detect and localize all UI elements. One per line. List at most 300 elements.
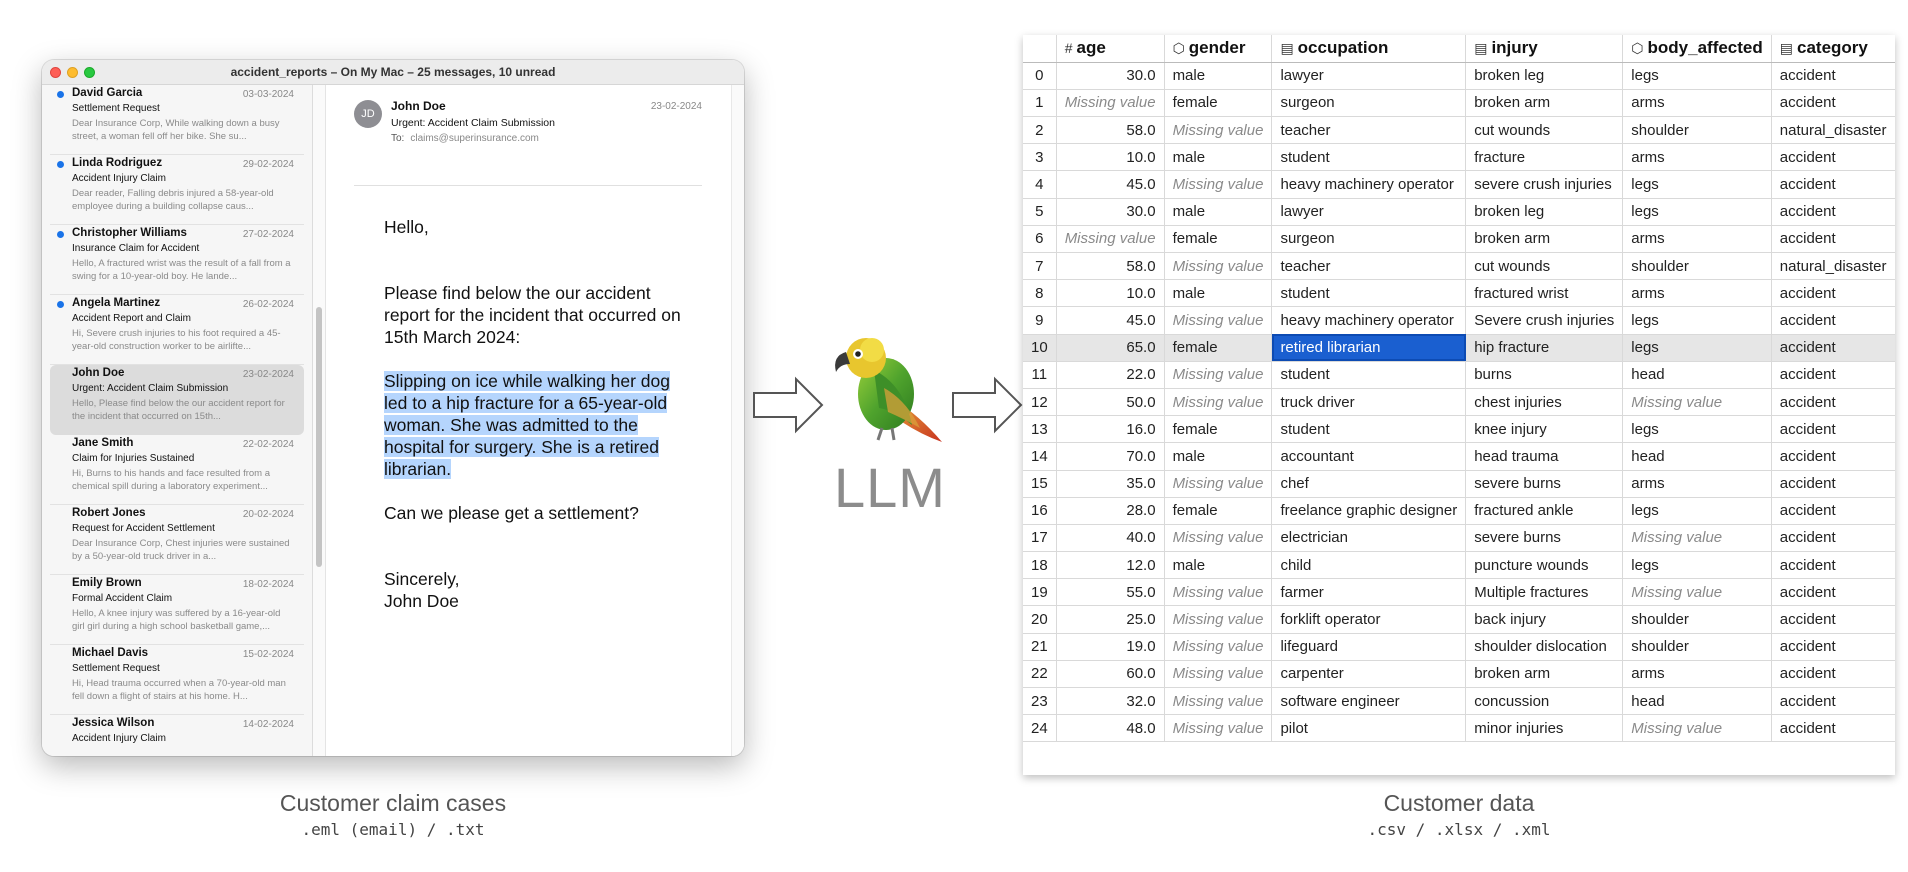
message-date: 03-03-2024: [242, 89, 294, 100]
table-cell[interactable]: cut wounds: [1466, 253, 1623, 280]
message-sender: Linda Rodriguez: [72, 157, 163, 169]
table-cell[interactable]: accident: [1771, 443, 1895, 470]
table-cell[interactable]: fractured ankle: [1466, 497, 1623, 524]
row-index-cell[interactable]: 24: [1023, 715, 1056, 742]
row-index-cell[interactable]: 9: [1023, 307, 1056, 334]
message-subject: Accident Report and Claim: [72, 313, 191, 324]
message-date: 14-02-2024: [242, 719, 294, 730]
table-cell[interactable]: Missing value: [1164, 579, 1272, 606]
table-cell[interactable]: Missing value: [1164, 361, 1272, 388]
table-cell[interactable]: Missing value: [1164, 470, 1272, 497]
table-cell[interactable]: shoulder: [1623, 633, 1771, 660]
table-cell[interactable]: broken leg: [1466, 62, 1623, 89]
message-subject: Accident Injury Claim: [72, 733, 166, 744]
table-cell[interactable]: broken arm: [1466, 89, 1623, 116]
mail-window-title: accident_reports – On My Mac – 25 messages, 10 unread: [230, 65, 556, 79]
table-cell[interactable]: accident: [1771, 715, 1895, 742]
table-cell[interactable]: accident: [1771, 198, 1895, 225]
table-cell[interactable]: head trauma: [1466, 443, 1623, 470]
reader-subject: Urgent: Accident Claim Submission: [391, 117, 555, 129]
table-cell[interactable]: carpenter: [1272, 660, 1466, 687]
row-index-cell[interactable]: 2: [1023, 117, 1056, 144]
table-cell[interactable]: female: [1164, 89, 1272, 116]
table-row[interactable]: [1023, 443, 1895, 470]
table-row[interactable]: [1023, 688, 1895, 715]
row-index-cell[interactable]: 18: [1023, 552, 1056, 579]
column-header-occupation[interactable]: [1272, 35, 1466, 62]
message-date: 15-02-2024: [242, 649, 294, 660]
left-caption-title: Customer claim cases: [279, 790, 507, 816]
message-sender: Jessica Wilson: [72, 717, 155, 729]
table-row[interactable]: [1023, 633, 1895, 660]
message-subject: Accident Injury Claim: [72, 173, 166, 184]
row-index-cell[interactable]: 8: [1023, 280, 1056, 307]
table-cell[interactable]: concussion: [1466, 688, 1623, 715]
row-index-cell[interactable]: 6: [1023, 225, 1056, 252]
table-cell[interactable]: male: [1164, 443, 1272, 470]
table-cell[interactable]: arms: [1623, 89, 1771, 116]
table-cell[interactable]: Missing value: [1056, 225, 1164, 252]
row-index-cell[interactable]: 7: [1023, 253, 1056, 280]
column-header-label: category: [1797, 38, 1868, 58]
table-cell[interactable]: Severe crush injuries: [1466, 307, 1623, 334]
message-sender: John Doe: [72, 367, 125, 379]
reader-recipient-address[interactable]: claims@superinsurance.com: [410, 133, 539, 144]
right-caption-subtitle: .csv / .xlsx / .xml: [1367, 820, 1551, 839]
table-cell[interactable]: female: [1164, 225, 1272, 252]
table-cell[interactable]: student: [1272, 416, 1466, 443]
table-cell[interactable]: heavy machinery operator: [1272, 307, 1466, 334]
message-date: 22-02-2024: [242, 439, 294, 450]
message-preview: Hello, Please find below the our accident report for the incident that occurred on 15th...: [72, 398, 285, 422]
table-cell[interactable]: knee injury: [1466, 416, 1623, 443]
mail-window: [42, 60, 744, 756]
table-cell[interactable]: forklift operator: [1272, 606, 1466, 633]
message-list: [42, 85, 313, 756]
unread-dot-icon: [57, 231, 64, 238]
message-sender: Michael Davis: [72, 647, 149, 659]
message-list-item[interactable]: [50, 575, 304, 645]
table-cell[interactable]: 10.0: [1056, 144, 1164, 171]
message-preview: Dear Insurance Corp, Chest injuries were sustained by a 50-year-old truck driver in a...: [72, 538, 290, 562]
table-cell[interactable]: male: [1164, 62, 1272, 89]
table-cell[interactable]: legs: [1623, 334, 1771, 361]
message-preview: [72, 747, 294, 756]
reader-scrollbar[interactable]: [731, 85, 744, 756]
message-list-item[interactable]: [50, 155, 304, 225]
table-cell[interactable]: student: [1272, 361, 1466, 388]
table-cell[interactable]: Missing value: [1164, 171, 1272, 198]
table-cell[interactable]: Missing value: [1623, 715, 1771, 742]
table-cell[interactable]: pilot: [1272, 715, 1466, 742]
table-cell[interactable]: Missing value: [1164, 606, 1272, 633]
table-cell[interactable]: broken arm: [1466, 660, 1623, 687]
message-list-scroll-thumb[interactable]: [316, 307, 322, 567]
table-cell[interactable]: Missing value: [1164, 688, 1272, 715]
table-row[interactable]: [1023, 660, 1895, 687]
row-index-cell[interactable]: 5: [1023, 198, 1056, 225]
message-list-scrollbar[interactable]: [313, 85, 326, 756]
table-row[interactable]: [1023, 144, 1895, 171]
table-cell[interactable]: Missing value: [1164, 307, 1272, 334]
message-sender: David Garcia: [72, 87, 143, 99]
table-cell[interactable]: chef: [1272, 470, 1466, 497]
table-cell[interactable]: student: [1272, 280, 1466, 307]
table-cell[interactable]: 10.0: [1056, 280, 1164, 307]
row-index-cell[interactable]: 22: [1023, 660, 1056, 687]
message-subject: Claim for Injuries Sustained: [72, 453, 195, 464]
table-row[interactable]: [1023, 117, 1895, 144]
table-cell[interactable]: legs: [1623, 307, 1771, 334]
table-row[interactable]: [1023, 497, 1895, 524]
row-index-cell[interactable]: 14: [1023, 443, 1056, 470]
column-header-label: injury: [1491, 38, 1538, 58]
table-cell[interactable]: accident: [1771, 688, 1895, 715]
message-list-item[interactable]: [50, 295, 304, 365]
message-preview: Dear reader, Falling debris injured a 58-year-old employee during a building collapse caus...: [72, 188, 274, 212]
table-cell[interactable]: hip fracture: [1466, 334, 1623, 361]
table-cell[interactable]: severe crush injuries: [1466, 171, 1623, 198]
table-cell[interactable]: accident: [1771, 660, 1895, 687]
row-index-cell[interactable]: 23: [1023, 688, 1056, 715]
categorical-type-icon: ⬡: [1172, 40, 1185, 57]
table-cell[interactable]: Missing value: [1056, 89, 1164, 116]
table-cell[interactable]: electrician: [1272, 524, 1466, 551]
table-cell[interactable]: Multiple fractures: [1466, 579, 1623, 606]
table-cell[interactable]: fracture: [1466, 144, 1623, 171]
table-cell[interactable]: arms: [1623, 660, 1771, 687]
reader-date: 23-02-2024: [650, 101, 702, 112]
table-cell[interactable]: 40.0: [1056, 524, 1164, 551]
table-cell[interactable]: 22.0: [1056, 361, 1164, 388]
message-subject: Request for Accident Settlement: [72, 523, 215, 534]
table-cell[interactable]: 50.0: [1056, 388, 1164, 415]
table-cell[interactable]: accident: [1771, 171, 1895, 198]
message-list-item[interactable]: [50, 85, 304, 155]
message-list-item[interactable]: [50, 505, 304, 575]
message-preview: Hi, Severe crush injuries to his foot required a 45-year-old construction worker to be airlifte...: [72, 328, 281, 352]
table-cell[interactable]: 55.0: [1056, 579, 1164, 606]
table-cell[interactable]: farmer: [1272, 579, 1466, 606]
column-header-body-affected[interactable]: [1623, 35, 1771, 62]
table-cell[interactable]: 30.0: [1056, 198, 1164, 225]
table-row[interactable]: [1023, 62, 1895, 89]
table-cell[interactable]: Missing value: [1164, 117, 1272, 144]
right-caption-title: Customer data: [1383, 790, 1535, 816]
table-cell[interactable]: Missing value: [1164, 660, 1272, 687]
table-cell[interactable]: female: [1164, 334, 1272, 361]
body-highlighted-text[interactable]: Slipping on ice while walking her dog led to a hip fracture for a 65-year-old woman. She was admitted to the hospital for surgery. She is a retired librarian.: [384, 371, 671, 479]
message-list-item[interactable]: [50, 225, 304, 295]
column-header-label: occupation: [1297, 38, 1389, 58]
table-cell[interactable]: head: [1623, 443, 1771, 470]
table-cell[interactable]: male: [1164, 198, 1272, 225]
table-cell[interactable]: accident: [1771, 579, 1895, 606]
table-row[interactable]: [1023, 171, 1895, 198]
table-cell[interactable]: legs: [1623, 497, 1771, 524]
table-cell[interactable]: minor injuries: [1466, 715, 1623, 742]
table-cell[interactable]: female: [1164, 497, 1272, 524]
table-cell[interactable]: natural_disaster: [1771, 117, 1895, 144]
row-index-cell[interactable]: 1: [1023, 89, 1056, 116]
table-cell[interactable]: Missing value: [1164, 633, 1272, 660]
table-cell[interactable]: Missing value: [1164, 524, 1272, 551]
table-cell[interactable]: Missing value: [1164, 715, 1272, 742]
row-index-cell[interactable]: 16: [1023, 497, 1056, 524]
table-cell[interactable]: 60.0: [1056, 660, 1164, 687]
table-cell[interactable]: fractured wrist: [1466, 280, 1623, 307]
table-cell[interactable]: head: [1623, 361, 1771, 388]
message-date: 18-02-2024: [242, 579, 294, 590]
row-index-cell[interactable]: 19: [1023, 579, 1056, 606]
table-cell[interactable]: legs: [1623, 552, 1771, 579]
unread-dot-icon: [57, 161, 64, 168]
table-cell[interactable]: 35.0: [1056, 470, 1164, 497]
message-sender: Jane Smith: [72, 437, 134, 449]
message-preview: Dear Insurance Corp, While walking down a busy street, a woman fell off her bike. She su...: [72, 118, 280, 142]
table-cell[interactable]: accident: [1771, 416, 1895, 443]
table-cell[interactable]: accountant: [1272, 443, 1466, 470]
table-cell[interactable]: male: [1164, 552, 1272, 579]
table-cell[interactable]: teacher: [1272, 253, 1466, 280]
table-cell[interactable]: 45.0: [1056, 171, 1164, 198]
message-body: [384, 216, 694, 612]
customer-data-table: [1023, 35, 1895, 775]
message-list-item[interactable]: [50, 365, 304, 435]
message-sender: Robert Jones: [72, 507, 146, 519]
table-cell[interactable]: shoulder: [1623, 253, 1771, 280]
message-preview: Hi, Head trauma occurred when a 70-year-old man fell down a flight of stairs at his home. H...: [72, 678, 286, 702]
table-cell[interactable]: truck driver: [1272, 388, 1466, 415]
table-cell[interactable]: accident: [1771, 606, 1895, 633]
table-cell[interactable]: Missing value: [1623, 388, 1771, 415]
text-type-icon: ▤: [1474, 40, 1488, 57]
table-row[interactable]: [1023, 361, 1895, 388]
table-row[interactable]: [1023, 715, 1895, 742]
reader-to-label: To:: [391, 133, 405, 144]
text-type-icon: ▤: [1779, 40, 1793, 57]
index-column-header: [1023, 35, 1056, 62]
message-list-item[interactable]: [50, 715, 304, 756]
table-cell[interactable]: 45.0: [1056, 307, 1164, 334]
table-cell[interactable]: 58.0: [1056, 253, 1164, 280]
body-signature: John Doe: [384, 591, 459, 611]
table-cell[interactable]: cut wounds: [1466, 117, 1623, 144]
table-cell[interactable]: shoulder dislocation: [1466, 633, 1623, 660]
table-cell[interactable]: 28.0: [1056, 497, 1164, 524]
table-row[interactable]: [1023, 552, 1895, 579]
message-sender: Emily Brown: [72, 577, 142, 589]
table-cell[interactable]: accident: [1771, 307, 1895, 334]
table-cell[interactable]: surgeon: [1272, 225, 1466, 252]
table-row[interactable]: [1023, 198, 1895, 225]
reader-sender: John Doe: [391, 99, 446, 113]
table-cell[interactable]: accident: [1771, 633, 1895, 660]
table-cell[interactable]: lawyer: [1272, 62, 1466, 89]
table-cell[interactable]: severe burns: [1466, 470, 1623, 497]
row-index-cell[interactable]: 17: [1023, 524, 1056, 551]
message-date: 20-02-2024: [242, 509, 294, 520]
table-row[interactable]: [1023, 416, 1895, 443]
table-cell[interactable]: 65.0: [1056, 334, 1164, 361]
table-cell[interactable]: child: [1272, 552, 1466, 579]
table-cell[interactable]: natural_disaster: [1771, 253, 1895, 280]
table-cell[interactable]: female: [1164, 416, 1272, 443]
table-cell[interactable]: accident: [1771, 334, 1895, 361]
table-cell[interactable]: 12.0: [1056, 552, 1164, 579]
table-row[interactable]: [1023, 307, 1895, 334]
table-cell[interactable]: broken arm: [1466, 225, 1623, 252]
table-cell[interactable]: arms: [1623, 144, 1771, 171]
reader-divider: [354, 185, 702, 186]
text-type-icon: ▤: [1280, 40, 1294, 57]
message-subject: Urgent: Accident Claim Submission: [72, 383, 229, 394]
table-cell[interactable]: lifeguard: [1272, 633, 1466, 660]
table-cell[interactable]: retired librarian: [1272, 334, 1466, 361]
table-row[interactable]: [1023, 388, 1895, 415]
table-cell[interactable]: broken leg: [1466, 198, 1623, 225]
table-cell[interactable]: accident: [1771, 280, 1895, 307]
table-row[interactable]: [1023, 253, 1895, 280]
table-cell[interactable]: shoulder: [1623, 117, 1771, 144]
row-index-cell[interactable]: 10: [1023, 334, 1056, 361]
row-index-cell[interactable]: 11: [1023, 361, 1056, 388]
table-cell[interactable]: 25.0: [1056, 606, 1164, 633]
row-index-cell[interactable]: 12: [1023, 388, 1056, 415]
table-cell[interactable]: shoulder: [1623, 606, 1771, 633]
table-cell[interactable]: 58.0: [1056, 117, 1164, 144]
message-date: 26-02-2024: [242, 299, 294, 310]
arrow-right-icon: [752, 376, 824, 434]
table-row[interactable]: [1023, 606, 1895, 633]
arrow-right-icon: [951, 376, 1023, 434]
table-cell[interactable]: arms: [1623, 225, 1771, 252]
table-cell[interactable]: back injury: [1466, 606, 1623, 633]
table-cell[interactable]: surgeon: [1272, 89, 1466, 116]
table-cell[interactable]: accident: [1771, 470, 1895, 497]
table-cell[interactable]: teacher: [1272, 117, 1466, 144]
table-cell[interactable]: arms: [1623, 470, 1771, 497]
avatar: JD: [354, 100, 382, 128]
column-header-age[interactable]: [1056, 35, 1164, 62]
table-cell[interactable]: puncture wounds: [1466, 552, 1623, 579]
data-grid: [1023, 35, 1895, 742]
reader-recipient-line: [391, 133, 539, 144]
table-cell[interactable]: 70.0: [1056, 443, 1164, 470]
table-cell[interactable]: burns: [1466, 361, 1623, 388]
table-cell[interactable]: arms: [1623, 280, 1771, 307]
message-subject: Settlement Request: [72, 103, 160, 114]
row-index-cell[interactable]: 15: [1023, 470, 1056, 497]
table-row[interactable]: [1023, 334, 1895, 361]
body-closing: Sincerely,: [384, 569, 460, 589]
table-cell[interactable]: 30.0: [1056, 62, 1164, 89]
table-cell[interactable]: Missing value: [1164, 388, 1272, 415]
table-cell[interactable]: 32.0: [1056, 688, 1164, 715]
message-subject: Insurance Claim for Accident: [72, 243, 200, 254]
unread-dot-icon: [57, 301, 64, 308]
table-cell[interactable]: male: [1164, 280, 1272, 307]
table-cell[interactable]: severe burns: [1466, 524, 1623, 551]
left-caption-subtitle: .eml (email) / .txt: [301, 820, 485, 839]
message-date: 29-02-2024: [242, 159, 294, 170]
table-cell[interactable]: accident: [1771, 225, 1895, 252]
row-index-cell[interactable]: 20: [1023, 606, 1056, 633]
row-index-cell[interactable]: 0: [1023, 62, 1056, 89]
table-cell[interactable]: legs: [1623, 62, 1771, 89]
message-subject: Formal Accident Claim: [72, 593, 173, 604]
table-cell[interactable]: accident: [1771, 552, 1895, 579]
column-header-gender[interactable]: [1164, 35, 1272, 62]
table-row[interactable]: [1023, 280, 1895, 307]
column-header-label: age: [1076, 38, 1106, 58]
message-sender: Christopher Williams: [72, 227, 187, 239]
message-list-item[interactable]: [50, 435, 304, 505]
table-cell[interactable]: accident: [1771, 361, 1895, 388]
message-sender: Angela Martinez: [72, 297, 161, 309]
table-row[interactable]: [1023, 524, 1895, 551]
table-cell[interactable]: legs: [1623, 171, 1771, 198]
table-header-row: [1023, 35, 1895, 62]
table-cell[interactable]: 19.0: [1056, 633, 1164, 660]
row-index-cell[interactable]: 13: [1023, 416, 1056, 443]
llm-label: LLM: [834, 456, 946, 519]
numeric-type-icon: #: [1064, 40, 1073, 57]
table-row[interactable]: [1023, 225, 1895, 252]
table-cell[interactable]: male: [1164, 144, 1272, 171]
table-cell[interactable]: legs: [1623, 416, 1771, 443]
table-row[interactable]: [1023, 579, 1895, 606]
table-cell[interactable]: Missing value: [1164, 253, 1272, 280]
table-cell[interactable]: accident: [1771, 89, 1895, 116]
column-header-injury[interactable]: [1466, 35, 1623, 62]
message-preview: Hi, Burns to his hands and face resulted from a chemical spill during a laboratory experiment...: [72, 468, 271, 492]
table-cell[interactable]: student: [1272, 144, 1466, 171]
row-index-cell[interactable]: 3: [1023, 144, 1056, 171]
table-cell[interactable]: accident: [1771, 144, 1895, 171]
column-header-category[interactable]: [1771, 35, 1895, 62]
body-greeting: Hello,: [384, 217, 429, 237]
table-cell[interactable]: freelance graphic designer: [1272, 497, 1466, 524]
message-date: 27-02-2024: [242, 229, 294, 240]
message-preview: Hello, A fractured wrist was the result of a fall from a swing for a 10-year-old boy. He lande...: [72, 258, 291, 282]
table-cell[interactable]: chest injuries: [1466, 388, 1623, 415]
table-cell[interactable]: legs: [1623, 198, 1771, 225]
table-cell[interactable]: 48.0: [1056, 715, 1164, 742]
table-cell[interactable]: Missing value: [1623, 524, 1771, 551]
table-cell[interactable]: software engineer: [1272, 688, 1466, 715]
unread-dot-icon: [57, 91, 64, 98]
table-cell[interactable]: Missing value: [1623, 579, 1771, 606]
table-cell[interactable]: lawyer: [1272, 198, 1466, 225]
body-paragraph-intro: Please find below the our accident report for the incident that occurred on 15th March 2024:: [384, 283, 681, 347]
row-index-cell[interactable]: 4: [1023, 171, 1056, 198]
parrot-icon: [824, 330, 954, 450]
table-cell[interactable]: accident: [1771, 388, 1895, 415]
table-cell[interactable]: heavy machinery operator: [1272, 171, 1466, 198]
table-cell[interactable]: accident: [1771, 62, 1895, 89]
table-cell[interactable]: 16.0: [1056, 416, 1164, 443]
table-cell[interactable]: accident: [1771, 524, 1895, 551]
message-preview: Hello, A knee injury was suffered by a 16-year-old girl girl during a high school basketball game,...: [72, 608, 281, 632]
message-list-item[interactable]: [50, 645, 304, 715]
categorical-type-icon: ⬡: [1631, 40, 1644, 57]
row-index-cell[interactable]: 21: [1023, 633, 1056, 660]
table-row[interactable]: [1023, 89, 1895, 116]
table-cell[interactable]: accident: [1771, 497, 1895, 524]
table-row[interactable]: [1023, 470, 1895, 497]
table-cell[interactable]: head: [1623, 688, 1771, 715]
